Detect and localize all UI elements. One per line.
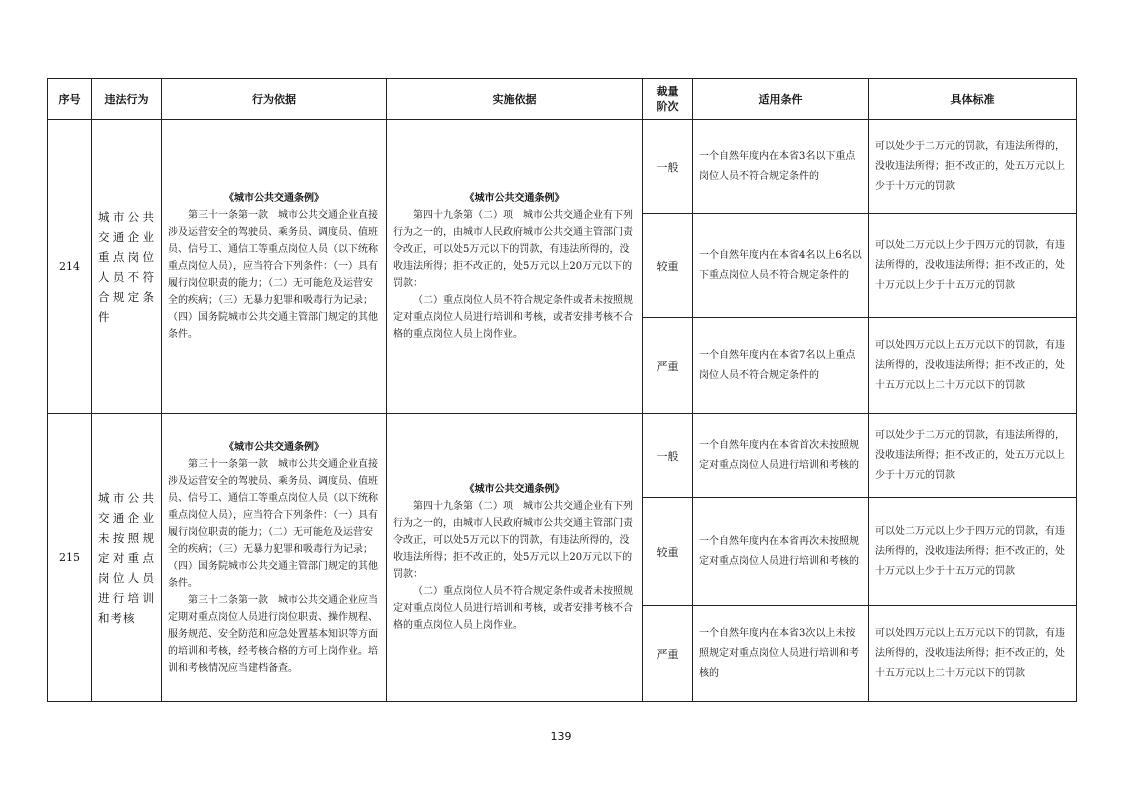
row-basis xyxy=(162,120,387,414)
table-row xyxy=(48,414,1077,498)
basis-law-title: 《城市公共交通条例》 xyxy=(224,193,324,204)
header-std: 具体标准 xyxy=(869,79,1077,120)
header-basis: 行为依据 xyxy=(162,79,387,120)
penalty-standard-table-container xyxy=(47,78,1076,702)
condition-cell: 一个自然年度内在本省3名以下重点岗位人员不符合规定条件的 xyxy=(693,120,869,214)
header-cond: 适用条件 xyxy=(693,79,869,120)
condition-cell: 一个自然年度内在本省7名以上重点岗位人员不符合规定条件的 xyxy=(693,318,869,414)
level-cell: 较重 xyxy=(643,214,693,318)
basis-paragraph: 第三十二条第一款 城市公共交通企业应当定期对重点岗位人员进行岗位职责、操作规程、服务规范、安全防范和应急处置基本知识等方面的培训和考核，经考核合格的方可上岗作业。培训和考核情况应当建档备查。 xyxy=(168,594,378,674)
basis-paragraph: 第三十一条第一款 城市公共交通企业直接涉及运营安全的驾驶员、乘务员、调度员、值班员、信号工、通信工等重点岗位人员（以下统称重点岗位人员），应当符合下列条件：（一）具有履行岗位职责的能力；（二）无可能危及运营安全的疾病；（三）无暴力犯罪和吸毒行为记录；（四）国务院城市公共交通主管部门规定的其他条件。 xyxy=(168,458,378,589)
row-behavior: 城市公共交通企业重点岗位人员不符合规定条件 xyxy=(92,120,162,414)
level-cell: 一般 xyxy=(643,120,693,214)
level-cell: 一般 xyxy=(643,414,693,498)
row-basis xyxy=(162,414,387,702)
header-impl: 实施依据 xyxy=(387,79,643,120)
impl-paragraph: 第四十九条第（二）项 城市公共交通企业有下列行为之一的，由城市人民政府城市公共交通主管部门责令改正，可以处5万元以下的罚款，有违法所得的，没收违法所得；拒不改正的，处5万元以上20万元以下的罚款： xyxy=(393,501,633,580)
row-seq: 215 xyxy=(48,414,92,702)
header-level-label: 裁量阶次 xyxy=(656,85,679,113)
standard-cell: 可以处二万元以上少于四万元的罚款，有违法所得的，没收违法所得；拒不改正的，处十万元以上少于十五万元的罚款 xyxy=(869,214,1077,318)
standard-cell: 可以处四万元以上五万元以下的罚款，有违法所得的，没收违法所得；拒不改正的，处十五万元以上二十万元以下的罚款 xyxy=(869,606,1077,702)
condition-cell: 一个自然年度内在本省首次未按照规定对重点岗位人员进行培训和考核的 xyxy=(693,414,869,498)
impl-law-title: 《城市公共交通条例》 xyxy=(464,484,565,495)
basis-law-title: 《城市公共交通条例》 xyxy=(224,441,324,453)
impl-law-title: 《城市公共交通条例》 xyxy=(464,193,565,204)
condition-cell: 一个自然年度内在本省4名以上6名以下重点岗位人员不符合规定条件的 xyxy=(693,214,869,318)
basis-paragraph: 第三十一条第一款 城市公共交通企业直接涉及运营安全的驾驶员、乘务员、调度员、值班员、信号工、通信工等重点岗位人员（以下统称重点岗位人员），应当符合下列条件：（一）具有履行岗位职责的能力；（二）无可能危及运营安全的疾病；（三）无暴力犯罪和吸毒行为记录；（四）国务院城市公共交通主管部门规定的其他条件。 xyxy=(168,210,378,340)
impl-paragraph: （二）重点岗位人员不符合规定条件或者未按照规定对重点岗位人员进行培训和考核，或者安排考核不合格的重点岗位人员上岗作业。 xyxy=(393,295,633,340)
table-row xyxy=(48,120,1077,214)
condition-cell: 一个自然年度内在本省3次以上未按照规定对重点岗位人员进行培训和考核的 xyxy=(693,606,869,702)
page-number: 139 xyxy=(550,730,572,743)
row-impl xyxy=(387,120,643,414)
condition-cell: 一个自然年度内在本省再次未按照规定对重点岗位人员进行培训和考核的 xyxy=(693,498,869,606)
standard-cell: 可以处二万元以上少于四万元的罚款，有违法所得的，没收违法所得；拒不改正的，处十万元以上少于十五万元的罚款 xyxy=(869,498,1077,606)
table-header-row xyxy=(48,79,1077,120)
level-cell: 严重 xyxy=(643,318,693,414)
standard-cell: 可以处四万元以上五万元以下的罚款，有违法所得的，没收违法所得；拒不改正的，处十五万元以上二十万元以下的罚款 xyxy=(869,318,1077,414)
row-seq: 214 xyxy=(48,120,92,414)
impl-paragraph: （二）重点岗位人员不符合规定条件或者未按照规定对重点岗位人员进行培训和考核，或者安排考核不合格的重点岗位人员上岗作业。 xyxy=(393,586,633,631)
header-seq: 序号 xyxy=(48,79,92,120)
level-cell: 严重 xyxy=(643,606,693,702)
standard-cell: 可以处少于二万元的罚款，有违法所得的，没收违法所得；拒不改正的，处五万元以上少于十万元的罚款 xyxy=(869,414,1077,498)
header-level xyxy=(643,79,693,120)
row-impl xyxy=(387,414,643,702)
level-cell: 较重 xyxy=(643,498,693,606)
penalty-standard-table xyxy=(47,78,1077,702)
row-behavior: 城市公共交通企业未按照规定对重点岗位人员进行培训和考核 xyxy=(92,414,162,702)
standard-cell: 可以处少于二万元的罚款，有违法所得的，没收违法所得；拒不改正的，处五万元以上少于十万元的罚款 xyxy=(869,120,1077,214)
impl-paragraph: 第四十九条第（二）项 城市公共交通企业有下列行为之一的，由城市人民政府城市公共交通主管部门责令改正，可以处5万元以下的罚款，有违法所得的，没收违法所得；拒不改正的，处5万元以上20万元以下的罚款： xyxy=(393,210,633,289)
header-behavior: 违法行为 xyxy=(92,79,162,120)
